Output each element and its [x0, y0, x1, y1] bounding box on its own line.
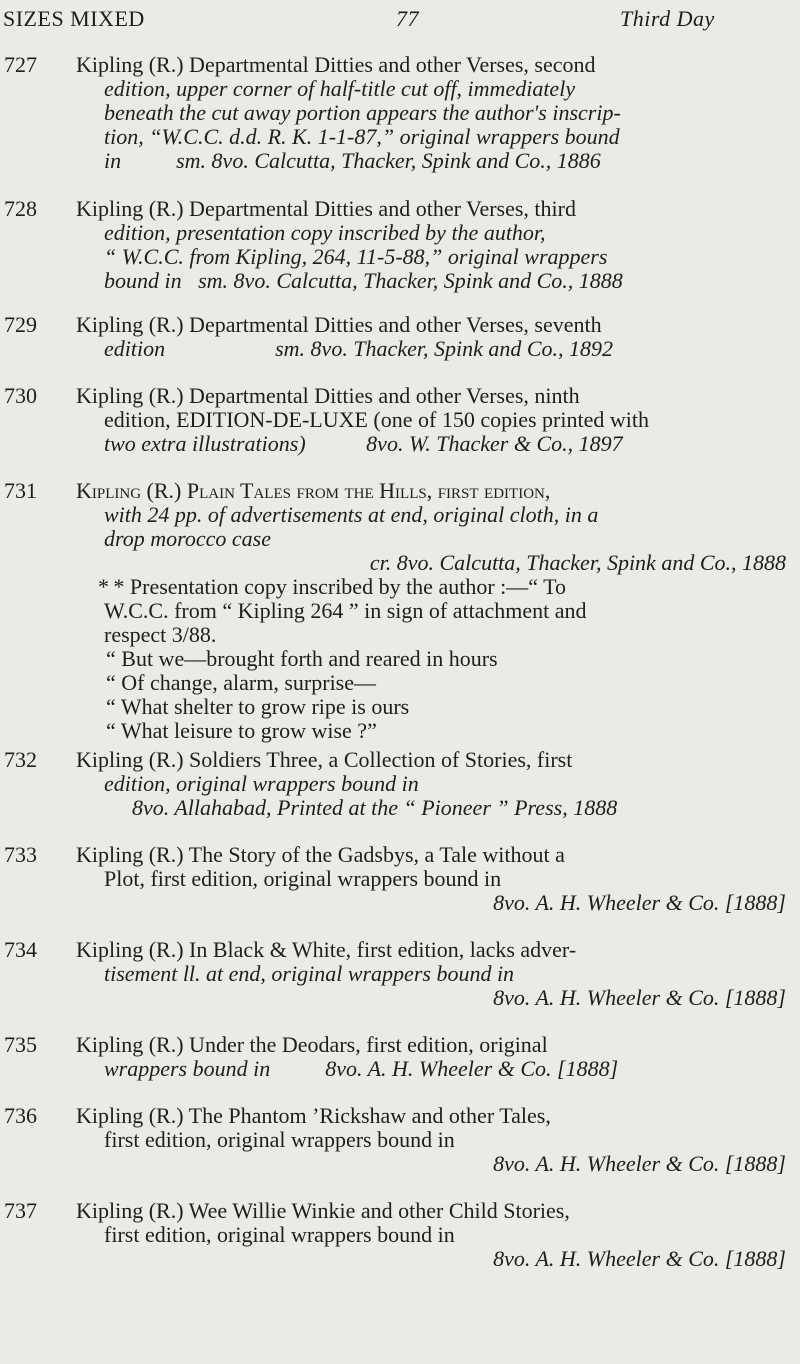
lot-line: Kipling (R.) Departmental Ditties and other Verses, second — [76, 52, 596, 77]
lot-line: two extra illustrations) 8vo. W. Thacker & Co., 1897 — [104, 431, 623, 456]
lot-line: 8vo. A. H. Wheeler & Co. [1888] — [493, 1246, 786, 1271]
lot-line: edition, upper corner of half-title cut off, immediately — [104, 76, 576, 101]
quote-line: “ What leisure to grow wise ?” — [106, 718, 377, 743]
quote-line: “ What shelter to grow ripe is ours — [106, 694, 410, 719]
lot-line: first edition, original wrappers bound in — [104, 1222, 455, 1247]
lot-number: 736 — [4, 1103, 37, 1128]
lot-number: 729 — [4, 312, 37, 337]
note-line: * * Presentation copy inscribed by the author :—“ To — [98, 574, 567, 599]
lot-number: 727 — [4, 52, 37, 77]
lot-line: wrappers bound in 8vo. A. H. Wheeler & Co. [1888] — [104, 1056, 619, 1081]
lot-description — [76, 843, 798, 915]
lot-line: edition, EDITION-DE-LUXE (one of 150 copies printed with — [104, 407, 649, 432]
lot-line: “ W.C.C. from Kipling, 264, 11-5-88,” original wrappers — [104, 244, 608, 269]
lot-line: Kipling (R.) Soldiers Three, a Collection of Stories, first — [76, 747, 573, 772]
lot-line: tion, “W.C.C. d.d. R. K. 1-1-87,” original wrappers bound — [104, 124, 620, 149]
lot-description — [76, 384, 798, 456]
lot-number: 734 — [4, 937, 37, 962]
lot-line: 8vo. A. H. Wheeler & Co. [1888] — [493, 1151, 786, 1176]
lot-line: 8vo. Allahabad, Printed at the “ Pioneer ” Press, 1888 — [132, 795, 618, 820]
lot-line: Kipling (R.) Under the Deodars, first edition, original — [76, 1032, 548, 1057]
header-day: Third Day — [620, 6, 715, 31]
lot-line: drop morocco case — [104, 526, 271, 551]
lot-line: Kipling (R.) The Story of the Gadsbys, a Tale without a — [76, 842, 565, 867]
lot-description — [76, 197, 798, 293]
header-section: SIZES MIXED — [3, 6, 145, 31]
lot-number: 735 — [4, 1032, 37, 1057]
lot-line: Kipling (R.) Plain Tales from the Hills, first edition, — [76, 478, 551, 503]
lot-line: Kipling (R.) The Phantom ’Rickshaw and other Tales, — [76, 1103, 551, 1128]
lot-description — [76, 53, 798, 173]
lot-description — [76, 1104, 798, 1176]
page-number: 77 — [396, 6, 419, 31]
note-line: respect 3/88. — [104, 622, 217, 647]
lot-description — [76, 479, 798, 743]
quote-line: “ Of change, alarm, surprise— — [106, 670, 377, 695]
lot-line: Kipling (R.) Wee Willie Winkie and other Child Stories, — [76, 1198, 570, 1223]
lot-line: edition, original wrappers bound in — [104, 771, 419, 796]
note-line: W.C.C. from “ Kipling 264 ” in sign of attachment and — [104, 598, 587, 623]
quote-line: “ But we—brought forth and reared in hours — [106, 646, 498, 671]
lot-line: cr. 8vo. Calcutta, Thacker, Spink and Co., 1888 — [369, 550, 786, 575]
lot-line: first edition, original wrappers bound in — [104, 1127, 455, 1152]
lot-line: tisement ll. at end, original wrappers bound in — [104, 961, 515, 986]
lot-description — [76, 748, 798, 820]
lot-description — [76, 313, 798, 361]
lot-number: 730 — [4, 383, 37, 408]
lot-line: beneath the cut away portion appears the author's inscrip- — [104, 100, 621, 125]
lot-line: Kipling (R.) Departmental Ditties and other Verses, ninth — [76, 383, 580, 408]
lot-line: with 24 pp. of advertisements at end, original cloth, in a — [104, 502, 599, 527]
lot-number: 731 — [4, 478, 37, 503]
lot-line: in sm. 8vo. Calcutta, Thacker, Spink and Co., 1886 — [104, 148, 601, 173]
lot-line: 8vo. A. H. Wheeler & Co. [1888] — [493, 985, 786, 1010]
lot-number: 728 — [4, 196, 37, 221]
lot-description — [76, 938, 798, 1010]
lot-description — [76, 1199, 798, 1271]
lot-number: 733 — [4, 842, 37, 867]
lot-line: bound in sm. 8vo. Calcutta, Thacker, Spink and Co., 1888 — [104, 268, 623, 293]
lot-line: Kipling (R.) In Black & White, first edition, lacks adver- — [76, 937, 577, 962]
lot-line: Kipling (R.) Departmental Ditties and other Verses, third — [76, 196, 576, 221]
lot-line: Plot, first edition, original wrappers bound in — [104, 866, 502, 891]
lot-description — [76, 1033, 798, 1081]
lot-line: edition sm. 8vo. Thacker, Spink and Co., 1892 — [104, 336, 614, 361]
lot-line: Kipling (R.) Departmental Ditties and other Verses, seventh — [76, 312, 602, 337]
lot-line: 8vo. A. H. Wheeler & Co. [1888] — [493, 890, 786, 915]
lot-line: edition, presentation copy inscribed by the author, — [104, 220, 546, 245]
lot-number: 732 — [4, 747, 37, 772]
lot-number: 737 — [4, 1198, 37, 1223]
page-header — [0, 6, 800, 36]
